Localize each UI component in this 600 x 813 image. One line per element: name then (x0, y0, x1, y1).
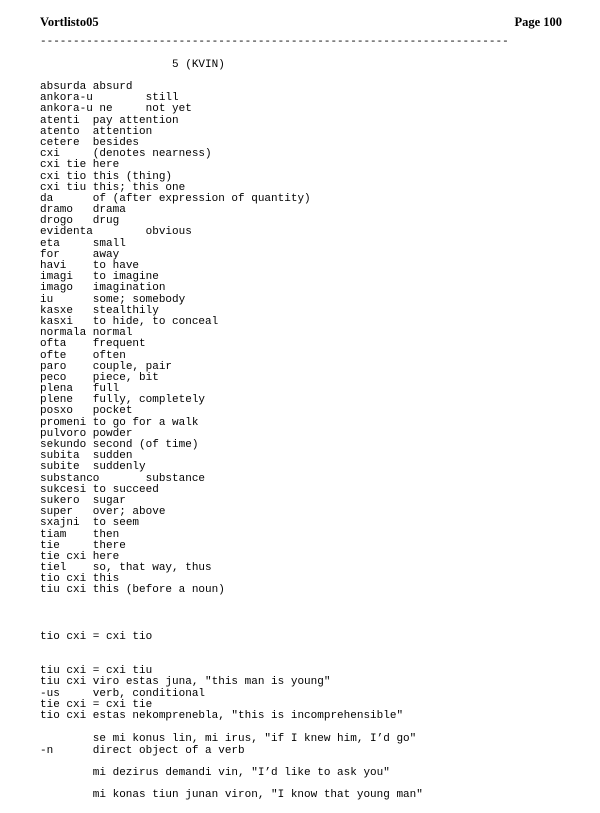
vocab-entry: cxi tie here (40, 159, 120, 172)
vocab-entry: sekundo second (of time) (40, 439, 199, 451)
vocab-entry: kasxe stealthily (40, 304, 159, 317)
suffix-n-entry (40, 746, 53, 757)
vocab-entry: tiam then (40, 528, 120, 541)
vocab-entry: normala normal (40, 327, 133, 340)
vocab-entry: evidenta obvious (40, 226, 192, 239)
vocab-entry: promeni to go for a walk (40, 416, 199, 429)
vocab-entry: tie there (40, 539, 126, 552)
vocab-entry: atenti pay attention (40, 114, 179, 127)
suffix-n-description: direct object of a verb (92, 745, 245, 757)
example-line: tio cxi estas nekomprenebla, "this is incomprehensible" (40, 710, 404, 722)
vocab-entry: sxajni to seem (40, 517, 140, 530)
vocab-entry: peco piece, bit (40, 371, 159, 384)
section-heading: 5 (KVIN) (40, 59, 225, 71)
vocab-entry: tio cxi this (40, 573, 120, 586)
vocab-entry: for away (40, 248, 120, 261)
vocab-entry: dramo drama (40, 204, 126, 217)
example-line: se mi konus lin, mi irus, "if I knew him, I’d go" (92, 733, 417, 746)
vocab-entry: sukero sugar (40, 494, 126, 507)
document-title: Vortlisto05 (40, 15, 99, 29)
page-header (40, 15, 562, 35)
vocab-entry: cetere besides (40, 136, 140, 149)
suffix-n-examples (93, 768, 423, 813)
header-rule: ----------------------------------------------------------------------- (40, 36, 509, 48)
vocab-entry: tiel so, that way, thus (40, 562, 212, 575)
example-line: mi dezirus demandi vin, "I’d like to ask you" (92, 767, 390, 779)
vocab-entry: subita sudden (40, 450, 133, 463)
vocab-entry: imago imagination (40, 282, 166, 295)
vocab-entry: eta small (40, 237, 126, 250)
vocab-entry: cxi (denotes nearness) (40, 148, 212, 161)
suffix-us-description: verb, conditional (92, 688, 206, 700)
suffix-label: -us (40, 688, 60, 700)
vocab-entry: subite suddenly (40, 461, 146, 474)
vocab-entry: imagi to imagine (40, 271, 159, 284)
vocab-entry: super over; above (40, 506, 166, 519)
vocab-entry: cxi tiu this; this one (40, 181, 186, 194)
equivalence-line: tie cxi = cxi tie (40, 698, 153, 711)
vocab-entry: posxo pocket (40, 405, 133, 418)
vocab-entry: ankora-u still (40, 92, 179, 105)
vocab-entry: kasxi to hide, to conceal (40, 315, 219, 328)
vocab-entry: atento attention (40, 125, 153, 138)
vocab-entry: ankora-u ne not yet (40, 103, 192, 116)
vocab-entry: da of (after expression of quantity) (40, 192, 311, 205)
vocab-entry: plena full (40, 383, 120, 396)
vocab-entry: tie cxi here (40, 550, 120, 563)
vocab-entry: pulvoro powder (40, 427, 133, 440)
vocab-entry: absurda absurd (40, 81, 133, 93)
page-number: Page 100 (514, 15, 562, 29)
vocab-entry: cxi tio this (thing) (40, 170, 173, 183)
example-line: tiu cxi viro estas juna, "this man is young" (40, 676, 331, 689)
vocab-entry: paro couple, pair (40, 360, 173, 373)
equivalence-line: tiu cxi = cxi tiu (40, 665, 153, 677)
vocab-entry: havi to have (40, 260, 140, 272)
vocabulary-list (40, 82, 311, 597)
vocab-entry: tiu cxi this (before a noun) (40, 584, 225, 597)
suffix-us-entry (40, 689, 60, 700)
suffix-label: -n (40, 745, 54, 757)
vocab-entry: ofta frequent (40, 338, 146, 351)
example-line: mi konas tiun junan viron, "I know that young man" (92, 789, 423, 802)
equivalence-line: tio cxi = cxi tio (40, 631, 153, 644)
vocab-entry: iu some; somebody (40, 293, 186, 306)
vocab-entry: sukcesi to succeed (40, 483, 159, 496)
vocab-entry: plene fully, completely (40, 394, 206, 407)
vocab-entry: ofte often (40, 349, 126, 362)
vocab-entry: drogo drug (40, 215, 120, 228)
vocab-entry: substanco substance (40, 472, 206, 485)
